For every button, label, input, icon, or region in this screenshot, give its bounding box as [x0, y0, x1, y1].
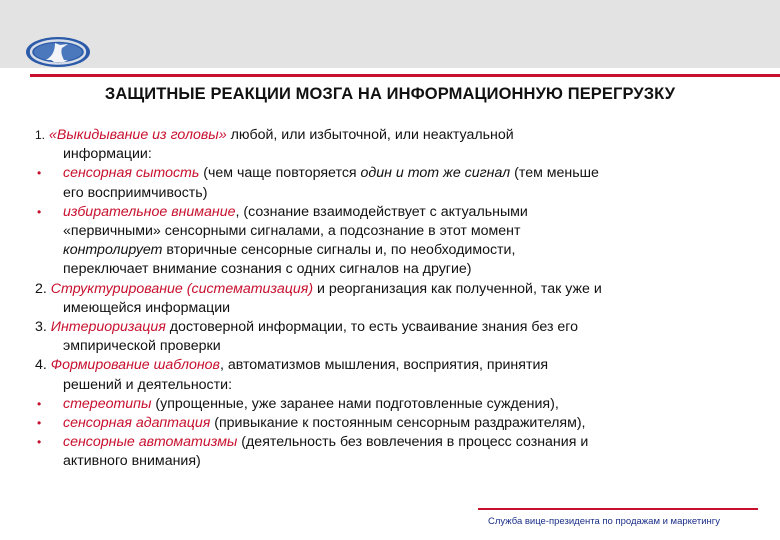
bullet-icon: • — [37, 416, 42, 431]
line-15 — [35, 395, 747, 414]
header-band — [0, 0, 780, 68]
line-text: , (сознание взаимодействует с актуальными — [235, 203, 528, 220]
bullet-icon: • — [37, 435, 42, 450]
term-throwing-out: «Выкидывание из головы» — [48, 127, 227, 143]
list-number: 1. — [35, 128, 46, 142]
list-number: 2. — [35, 280, 47, 297]
line-8: переключает внимание сознания с одних сигналов на другие) — [63, 261, 472, 278]
term-sensory-automatisms: сенсорные автоматизмы — [63, 434, 238, 451]
term-sensory-adaptation: сенсорная адаптация — [63, 415, 211, 432]
line-5 — [35, 203, 747, 222]
line-4: его восприимчивость) — [63, 184, 208, 201]
term-sensory-satiety: сенсорная сытость — [63, 165, 200, 182]
term-structuring: Структурирование (систематизация) — [50, 280, 314, 297]
list-number: 3. — [35, 319, 47, 336]
line-17 — [35, 433, 747, 452]
line-text-italic: контролирует — [63, 242, 163, 259]
line-14: решений и деятельности: — [63, 376, 233, 393]
term-selective-attention: избирательное внимание — [63, 203, 236, 220]
line-9 — [35, 280, 747, 299]
line-7 — [35, 241, 747, 260]
line-10: имеющейся информации — [63, 299, 231, 316]
line-text: (деятельность без вовлечения в процесс сознания и — [237, 434, 589, 451]
line-11 — [35, 318, 747, 337]
slide-title: ЗАЩИТНЫЕ РЕАКЦИИ МОЗГА НА ИНФОРМАЦИОННУЮ ПЕРЕГРУЗКУ — [104, 85, 676, 103]
line-text: , автоматизмов мышления, восприятия, принятия — [219, 357, 549, 374]
line-text: (тем меньше — [510, 165, 599, 182]
line-text: (чем чаще повторяется — [199, 165, 361, 182]
line-text: достоверной информации, то есть усваивание знания без его — [165, 319, 579, 336]
term-interiorization: Интериоризация — [50, 319, 166, 336]
header-red-rule — [30, 74, 780, 77]
bullet-icon: • — [37, 396, 42, 411]
line-18: активного внимания) — [63, 453, 201, 470]
slide-body — [35, 126, 747, 472]
list-number: 4. — [35, 357, 47, 374]
lada-boat-logo-icon — [24, 34, 92, 70]
line-16 — [35, 414, 747, 433]
term-stereotypes: стереотипы — [63, 395, 152, 412]
footer-red-rule — [478, 508, 758, 510]
line-text: вторичные сенсорные сигналы и, по необходимости, — [162, 242, 516, 259]
term-template-forming: Формирование шаблонов — [50, 357, 220, 374]
line-13 — [35, 356, 747, 375]
line-text: (привыкание к постоянным сенсорным раздражителям), — [210, 415, 586, 432]
line-text: любой, или избыточной, или неактуальной — [226, 127, 514, 143]
bullet-icon: • — [37, 166, 42, 181]
footer-caption: Служба вице-президента по продажам и маркетингу — [488, 516, 721, 527]
line-text: (упрощенные, уже заранее нами подготовленные суждения), — [151, 395, 559, 412]
line-text: и реорганизация как полученной, так уже и — [313, 280, 602, 297]
line-2: информации: — [63, 146, 152, 163]
line-text-italic: один и тот же сигнал — [360, 165, 511, 182]
line-3 — [35, 164, 747, 183]
line-1 — [35, 126, 747, 145]
bullet-icon: • — [37, 204, 42, 219]
line-12: эмпирической проверки — [63, 338, 221, 355]
line-6: «первичными» сенсорными сигналами, а подсознание в этот момент — [63, 223, 521, 240]
